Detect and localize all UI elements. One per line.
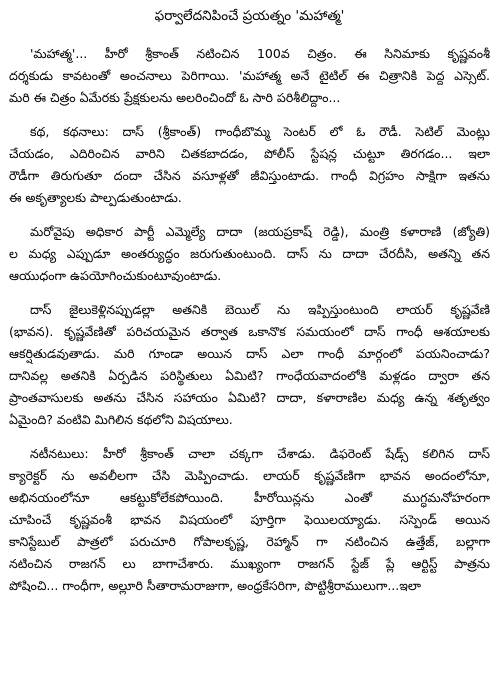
paragraph-line: మరి ఈ చిత్రం ఏమేరకు ప్రేక్షకులను అలరించిందో ఓ సారి పరిశీలిద్దాం...: [9, 90, 341, 105]
paragraph-line: ఆకర్షితుడవుతాడు. మరి గూండా అయిన దాస్ ఎలా గాంధీ మార్గంలో పయనించాడు?: [9, 346, 490, 361]
article-paragraph: [9, 443, 490, 597]
paragraph-line: ఈ అకృత్యాలకు పాల్పడుతుంటాడు.: [9, 190, 182, 205]
paragraph-line: చేయడం, ఎదిరించిన వారిని చితకబాదడం, పోలీస్ స్టేషన్ల చుట్టూ తిరగడం... ఇలా: [9, 146, 490, 161]
paragraph-line: కానిస్టేబుల్ పాత్రలో పరుచూరి గోపాలకృష్ణ, రెహ్మాన్ గా నటించిన ఉత్తేజ్, బల్లాగా: [9, 534, 490, 549]
paragraph-line: ప్రాంతవాసులకు అతను చేసిన సహాయం ఏమిటి? దాదా, కళారాణిల మధ్య ఉన్న శతృత్వం: [9, 390, 490, 405]
paragraph-line: రౌడీగా తిరుగుతూ దందా చేసిన వసూళ్లతో జీవిస్తుంటాడు. గాంధీ విగ్రహం సాక్షిగా ఇతను: [9, 168, 490, 183]
paragraph-line: ఆయుధంగా ఉపయోగించుకుంటూవుంటాడు.: [9, 268, 222, 283]
paragraph-line: దానివల్ల అతనికి ఏర్పడిన పరిస్థితులు ఏమిటి? గాంధేయవాదంలోకి మళ్లడం ద్వారా తన: [9, 368, 490, 383]
paragraph-line: ఏమైంది? వంటివి మిగిలిన కథలోని విషయాలు.: [9, 412, 233, 427]
paragraph-line: చూపించే కృష్ణవంశీ భావన విషయంలో పూర్తిగా ఫెయిలయ్యాడు. సస్పెండ్ అయిన: [9, 512, 490, 527]
article-paragraph: [9, 221, 490, 287]
paragraph-line: నటీనటులు: హీరో శ్రీకాంత్ చాలా చక్కగా చేశాడు. డిఫరెంట్ షేడ్స్ కలిగిన దాస్: [30, 446, 490, 461]
article-paragraph: [9, 121, 490, 209]
article-paragraph: [9, 43, 490, 109]
paragraph-line: క్యారెక్టర్ ను అవలీలగా చేసి మెప్పించాడు. లాయర్ కృష్ణవేణిగా భావన అందంలోనూ,: [9, 468, 490, 483]
article-title: ఫర్వాలేదనిపించే ప్రయత్నం 'మహాత్మ': [154, 8, 345, 24]
paragraph-line: కథ, కథనాలు: దాస్ (శ్రీకాంత్) గాంధీబొమ్మ సెంటర్ లో ఓ రౌడీ. సెటిల్ మెంట్లు: [30, 124, 490, 139]
paragraph-line: అభినయంలోనూ ఆకట్టుకోలేకపోయింది. హీరోయిన్లను ఎంతో ముగ్ధమనోహరంగా: [9, 490, 490, 505]
paragraph-line: ల మధ్య ఎప్పుడూ అంతర్యుద్ధం జరుగుతుంటుంది. దాస్ ను దాదా చేరదీసి, అతన్ని తన: [9, 246, 490, 261]
paragraph-line: పోషించి... గాంధీగా, అల్లూరి సీతారామరాజుగా, అంధ్రకేసరిగా, పొట్టిశ్రీరాములుగా...ఇలా: [9, 578, 421, 593]
article-paragraph: [9, 299, 490, 431]
article-body: [9, 43, 490, 597]
paragraph-line: దర్శకుడు కావటంతో అంచనాలు పెరిగాయి. 'మహాత్మ అనే టైటిల్ ఈ చిత్రానికి పెద్ద ఎస్సెట్.: [9, 68, 490, 83]
paragraph-line: దాస్ జైలుకెళ్లినప్పుడల్లా అతనికి బెయిల్ ను ఇప్పిస్తుంటుంది లాయర్ కృష్ణవేణి: [30, 302, 490, 317]
paragraph-line: నటించిన రాజగన్ లు బాగాచేశారు. ముఖ్యంగా రాజగన్ స్టేజ్ ప్లే ఆర్టిస్ట్ పాత్రను: [9, 556, 490, 571]
paragraph-line: మరోవైపు అధికార పార్టీ ఎమ్మెల్యే దాదా (జయప్రకాష్ రెడ్డి), మంత్రి కళారాణి (జ్యోతి): [30, 224, 490, 239]
paragraph-line: 'మహాత్మ'... హీరో శ్రీకాంత్ నటించిన 100వ చిత్రం. ఈ సినిమాకు కృష్ణవంశీ: [30, 46, 490, 61]
paragraph-line: (భావన). కృష్ణవేణితో పరిచయమైన తర్వాత ఒకానొక సమయంలో దాస్ గాంధీ ఆశయాలకు: [9, 324, 490, 339]
